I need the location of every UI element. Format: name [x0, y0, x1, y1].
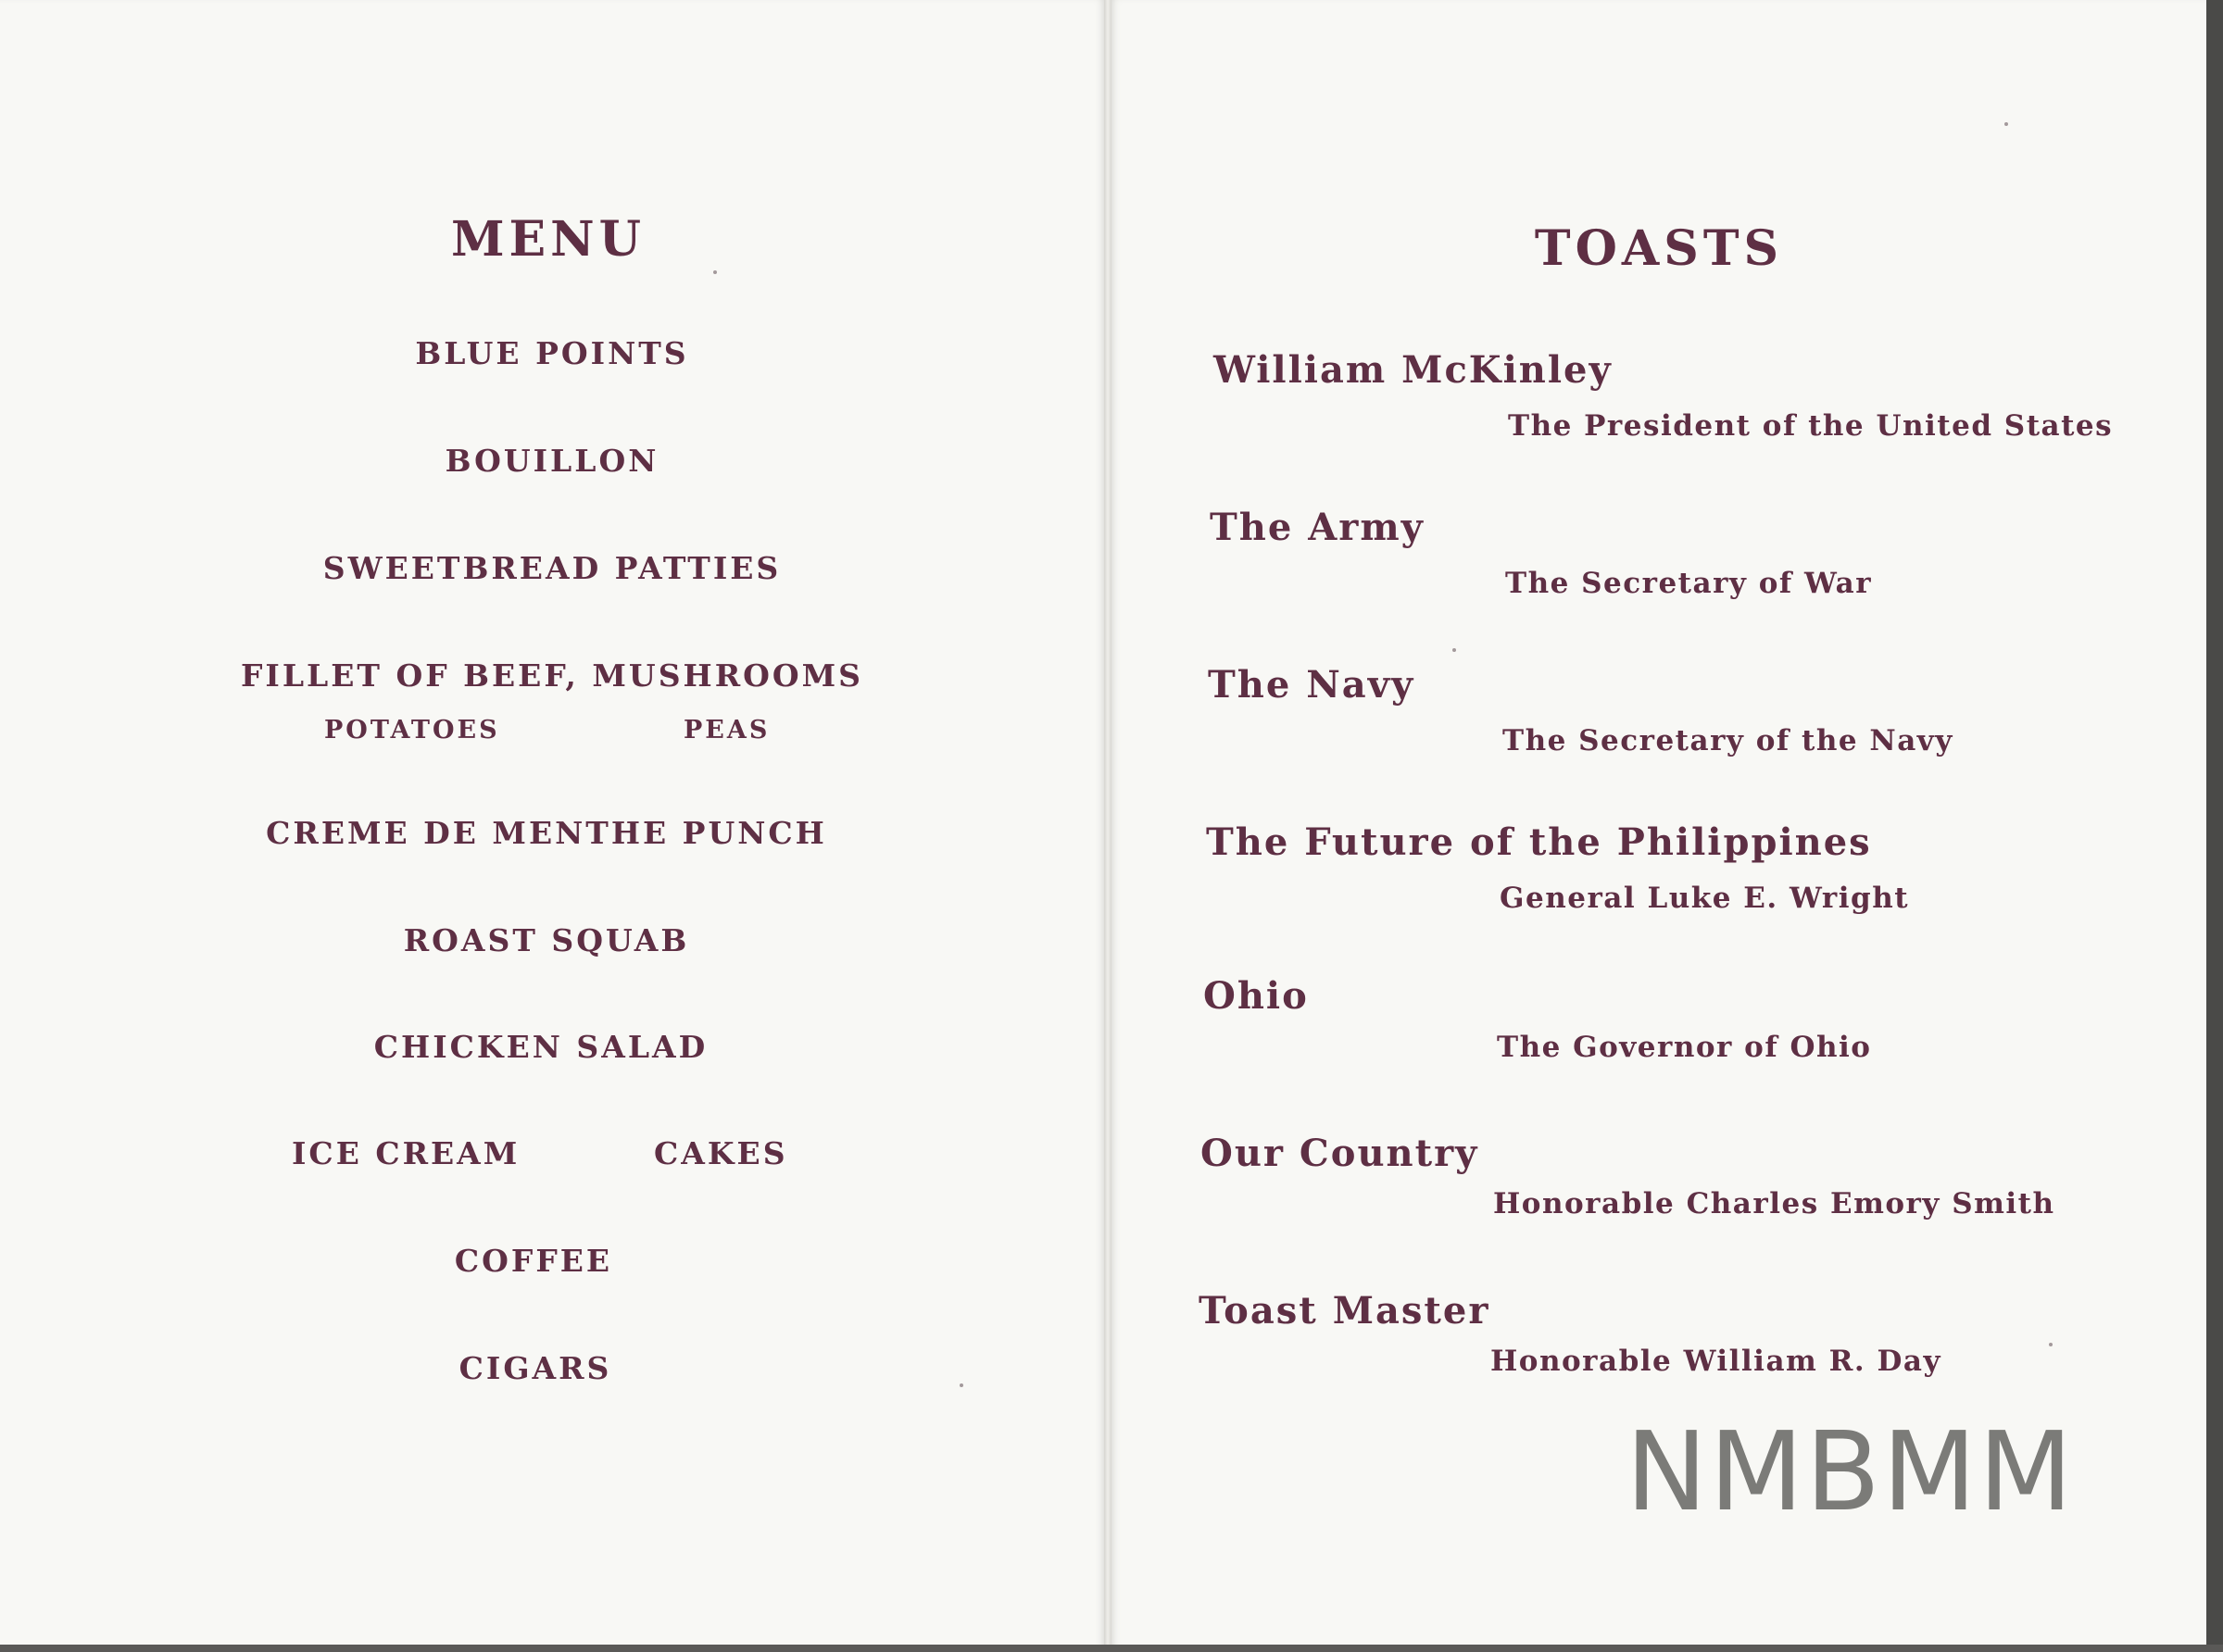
toast-name: The Army [1210, 506, 1425, 549]
menu-item-cakes: CAKES [654, 1135, 788, 1171]
watermark: NMBMM [1626, 1408, 2075, 1535]
toast-respondent: The Governor of Ohio [1497, 1031, 1872, 1064]
toast-respondent: Honorable Charles Emory Smith [1493, 1187, 2055, 1220]
menu-item-potatoes: POTATOES [324, 716, 500, 745]
paper-speck [2004, 122, 2008, 126]
menu-item-creme-de-menthe-punch: CREME DE MENTHE PUNCH [266, 815, 827, 851]
card-fold [1104, 0, 1112, 1652]
toasts-title: TOASTS [1534, 220, 1784, 277]
scan-edge-bottom [0, 1645, 2223, 1652]
menu-item-cigars: CIGARS [458, 1350, 612, 1386]
toast-respondent: The Secretary of War [1505, 567, 1873, 600]
toast-name: The Navy [1208, 663, 1415, 707]
toast-respondent: General Luke E. Wright [1500, 882, 1910, 915]
paper-speck [2049, 1343, 2053, 1346]
paper-speck [1452, 648, 1456, 652]
menu-item-peas: PEAS [684, 716, 771, 745]
toast-respondent: Honorable William R. Day [1490, 1345, 1941, 1378]
toast-name: Ohio [1203, 974, 1309, 1018]
paper-speck [960, 1383, 963, 1387]
toast-respondent: The President of the United States [1508, 409, 2114, 443]
menu-title: MENU [450, 211, 647, 268]
menu-item-sweetbread-patties: SWEETBREAD PATTIES [322, 550, 782, 586]
menu-item-blue-points: BLUE POINTS [415, 335, 689, 371]
menu-item-roast-squab: ROAST SQUAB [403, 922, 690, 958]
menu-item-ice-cream: ICE CREAM [292, 1135, 521, 1171]
menu-item-chicken-salad: CHICKEN SALAD [373, 1029, 709, 1065]
paper-speck [713, 270, 717, 274]
menu-item-bouillon: BOUILLON [445, 443, 659, 479]
toast-name: Our Country [1200, 1132, 1479, 1175]
menu-item-fillet-of-beef: FILLET OF BEEF, MUSHROOMS [240, 657, 863, 694]
menu-item-coffee: COFFEE [454, 1243, 613, 1279]
toast-name: The Future of the Philippines [1206, 820, 1872, 864]
toast-name: Toast Master [1199, 1289, 1490, 1333]
toast-name: William McKinley [1213, 348, 1613, 392]
toast-respondent: The Secretary of the Navy [1502, 724, 1953, 757]
scan-edge-right [2206, 0, 2223, 1652]
